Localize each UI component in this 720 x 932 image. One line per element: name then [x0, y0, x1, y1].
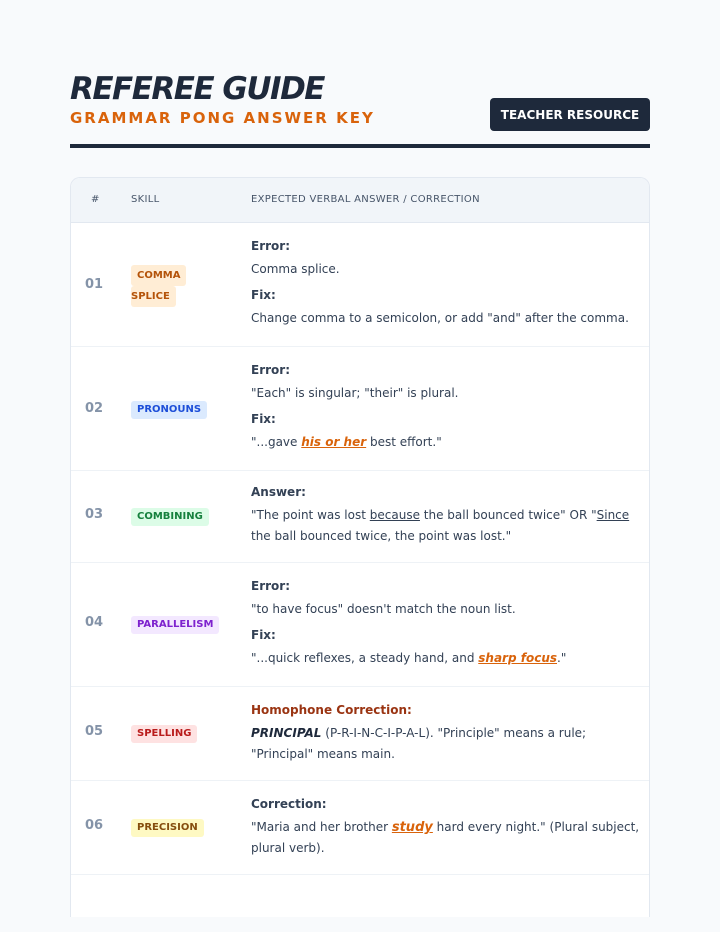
skill-tag-pronouns: PRONOUNS	[131, 401, 207, 419]
fix-label: Fix:	[251, 288, 276, 302]
correction-text-part: (P-R-I-N-C-I-P-A-L). "Principle" means a rule; "Principal" means main.	[251, 726, 587, 761]
homophone-label: Homophone Correction:	[251, 703, 412, 717]
answer-cell	[251, 361, 641, 453]
page-header	[70, 70, 650, 148]
table-row	[71, 781, 649, 875]
error-text: Comma splice.	[251, 262, 340, 276]
column-header-number: #	[91, 194, 100, 205]
column-header-skill: SKILL	[131, 194, 160, 205]
answer-key-table	[70, 177, 650, 917]
answer-label: Answer:	[251, 485, 306, 499]
row-number: 04	[85, 615, 104, 630]
fix-text-part: ."	[557, 651, 567, 665]
answer-text-part: the ball bounced twice, the point was lost."	[251, 529, 512, 543]
table-header	[71, 178, 649, 223]
row-number: 06	[85, 818, 104, 833]
fix-text-part: best effort."	[366, 435, 442, 449]
answer-cell	[251, 237, 641, 329]
highlighted-correction: his or her	[301, 435, 367, 449]
error-text: "to have focus" doesn't match the noun list.	[251, 602, 516, 616]
row-number: 01	[85, 277, 104, 292]
underlined-word: because	[369, 508, 420, 522]
correction-text-part: hard every night." (Plural subject, plural verb).	[251, 820, 640, 855]
row-number: 03	[85, 507, 104, 522]
correction-label: Correction:	[251, 797, 327, 811]
answer-text	[251, 505, 641, 547]
highlighted-correction: sharp focus	[478, 651, 557, 665]
page-title: REFEREE GUIDE	[70, 71, 324, 107]
page-subtitle: GRAMMAR PONG ANSWER KEY	[70, 109, 375, 127]
fix-text	[251, 432, 641, 453]
correction-text-part: "Maria and her brother	[251, 820, 392, 834]
table-row	[71, 563, 649, 687]
error-label: Error:	[251, 363, 290, 377]
row-number: 02	[85, 401, 104, 416]
fix-label: Fix:	[251, 412, 276, 426]
answer-cell	[251, 577, 641, 669]
answer-cell	[251, 483, 641, 547]
correction-text	[251, 723, 641, 765]
fix-label: Fix:	[251, 628, 276, 642]
skill-tag-parallelism: PARALLELISM	[131, 616, 219, 634]
fix-text	[251, 648, 641, 669]
fix-text-part: "...gave	[251, 435, 302, 449]
row-number: 05	[85, 724, 104, 739]
skill-tag-spelling: SPELLING	[131, 725, 197, 743]
table-row	[71, 223, 649, 347]
error-label: Error:	[251, 239, 290, 253]
error-label: Error:	[251, 579, 290, 593]
correction-text	[251, 817, 641, 859]
skill-tag-precision: PRECISION	[131, 819, 204, 837]
table-row	[71, 347, 649, 471]
skill-tag-comma-splice	[131, 265, 186, 307]
underlined-word: Since	[596, 508, 630, 522]
fix-text: Change comma to a semicolon, or add "and" after the comma.	[251, 311, 629, 325]
table-row	[71, 687, 649, 781]
skill-tag-combining: COMBINING	[131, 508, 209, 526]
correct-word: PRINCIPAL	[251, 726, 322, 740]
highlighted-correction: study	[391, 820, 433, 835]
answer-cell	[251, 701, 641, 765]
teacher-resource-badge: TEACHER RESOURCE	[490, 98, 650, 131]
fix-text-part: "...quick reflexes, a steady hand, and	[251, 651, 479, 665]
table-row	[71, 471, 649, 563]
answer-text-part: "The point was lost	[251, 508, 370, 522]
skill-tag-line: SPLICE	[131, 286, 176, 307]
column-header-answer: EXPECTED VERBAL ANSWER / CORRECTION	[251, 194, 480, 205]
answer-cell	[251, 795, 641, 859]
skill-tag-line: COMMA	[131, 265, 186, 286]
answer-text-part: the ball bounced twice" OR "	[419, 508, 597, 522]
error-text: "Each" is singular; "their" is plural.	[251, 386, 459, 400]
